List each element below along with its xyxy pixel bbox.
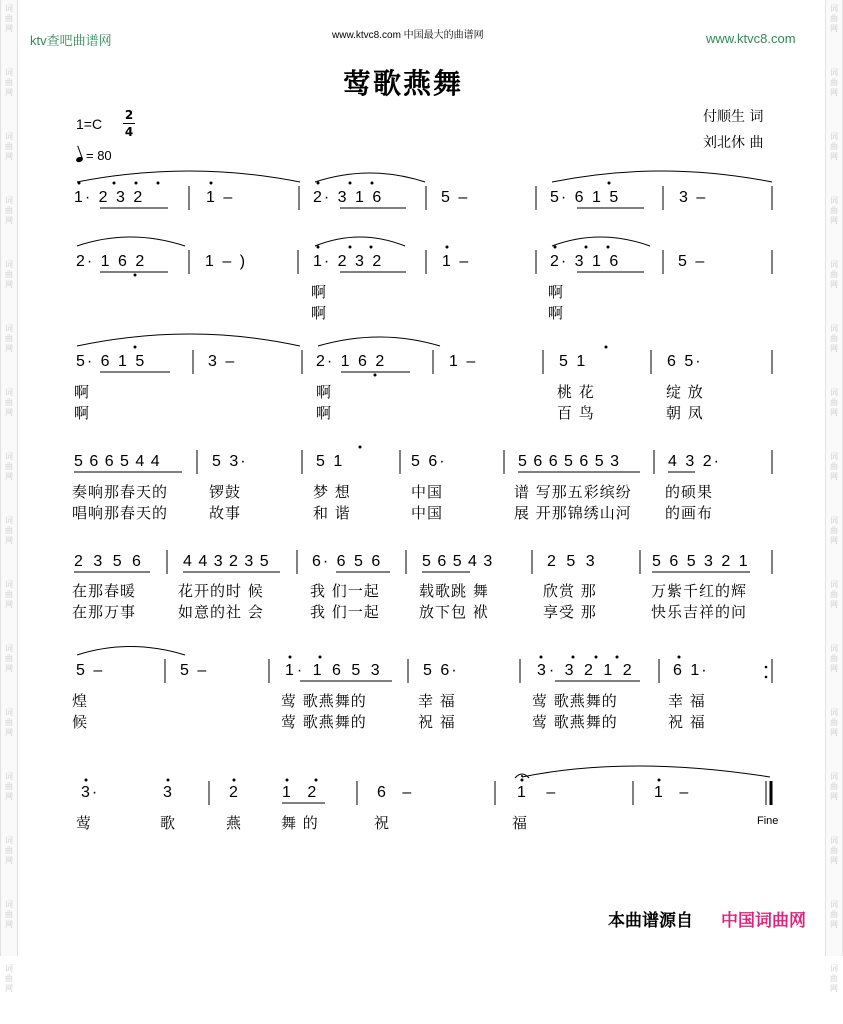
time-numerator: 2 [124, 108, 134, 122]
side-watermark-char: 词 [5, 900, 13, 909]
lyric: 莺 歌燕舞的 [281, 713, 367, 731]
side-watermark-char: 曲 [830, 846, 838, 855]
key-signature: 1=C [76, 116, 103, 132]
measure: 3 – [679, 189, 708, 206]
measure: 6 5· [667, 353, 703, 370]
side-watermark-char: 曲 [830, 590, 838, 599]
octave-dot [605, 346, 608, 349]
side-watermark-char: 曲 [5, 782, 13, 791]
measure: 5 1 [316, 453, 345, 470]
octave-dot [85, 779, 88, 782]
measure: 5 6· [423, 662, 459, 679]
lyricist: 付顺生 词 [703, 109, 764, 125]
octave-dot [167, 779, 170, 782]
lyric: 展 开那锦绣山河 [514, 504, 632, 522]
side-watermark-char: 曲 [5, 718, 13, 727]
side-watermark-block [826, 960, 842, 1024]
lyric: 舞 的 [281, 814, 319, 832]
measure: 5 – [441, 189, 470, 206]
side-watermark-char: 网 [830, 792, 838, 801]
octave-dot [317, 182, 320, 185]
octave-dot [607, 246, 610, 249]
measure: 2· 3 1 6 [550, 253, 621, 270]
lyric: 啊 [311, 304, 328, 322]
side-watermark-char: 网 [5, 344, 13, 353]
side-watermark-char: 词 [830, 580, 838, 589]
measure: 2· 3 1 6 [313, 189, 384, 206]
side-watermark-char: 词 [830, 772, 838, 781]
lyric: 我 们一起 [310, 603, 380, 621]
fermata-dot [521, 775, 523, 777]
side-watermark-char: 曲 [830, 718, 838, 727]
measure: 1· 1 6 5 3 [285, 662, 383, 679]
octave-dot [572, 656, 575, 659]
side-watermark-char: 曲 [5, 462, 13, 471]
lyric: 啊 [316, 383, 333, 401]
octave-dot [616, 656, 619, 659]
side-watermark-char: 网 [5, 216, 13, 225]
octave-dot [113, 182, 116, 185]
slur [552, 171, 772, 182]
repeat-dot [765, 676, 768, 679]
side-watermark-char: 词 [5, 772, 13, 781]
measure: 1 – [654, 784, 695, 801]
slur [315, 237, 405, 246]
measure: 2· 1 6 2 [76, 253, 147, 270]
measure: 5 1 [559, 353, 588, 370]
slur [315, 173, 425, 182]
side-watermark-char: 词 [830, 132, 838, 141]
lyric: 燕 [226, 814, 243, 832]
octave-dot [134, 346, 137, 349]
side-watermark-char: 词 [830, 964, 838, 973]
lyric: 锣鼓 [209, 483, 242, 501]
octave-dot [319, 656, 322, 659]
side-watermark-char: 曲 [830, 910, 838, 919]
side-watermark-char: 曲 [5, 142, 13, 151]
lyric: 如意的社 会 [178, 603, 264, 621]
side-watermark-char: 词 [5, 132, 13, 141]
header-left-site[interactable]: ktv查吧曲谱网 [30, 33, 112, 48]
side-watermark-char: 词 [5, 644, 13, 653]
side-watermark-char: 网 [830, 472, 838, 481]
low-octave-dot [134, 274, 137, 277]
side-watermark-char: 曲 [5, 590, 13, 599]
side-watermark-char: 词 [5, 4, 13, 13]
slur [522, 766, 770, 777]
measure: 5 – [678, 253, 707, 270]
side-watermark-char: 网 [830, 88, 838, 97]
side-watermark-char: 词 [830, 260, 838, 269]
lyric: 啊 [74, 383, 91, 401]
side-watermark-char: 曲 [830, 526, 838, 535]
side-watermark-char: 词 [5, 68, 13, 77]
measure: 2 5 3 [547, 553, 598, 570]
measure: 6· 6 5 6 [312, 553, 383, 570]
lyric: 啊 [316, 404, 333, 422]
lyric: 享受 那 [543, 603, 597, 621]
low-octave-dot [374, 374, 377, 377]
repeat-dot [765, 666, 768, 669]
side-watermark-char: 词 [5, 260, 13, 269]
lyric: 梦 想 [313, 483, 351, 501]
side-watermark-char: 曲 [830, 142, 838, 151]
lyric: 中国 [411, 483, 444, 501]
lyric: 绽 放 [666, 383, 704, 401]
side-watermark-char: 词 [830, 388, 838, 397]
side-watermark-char: 曲 [5, 846, 13, 855]
lyric: 唱响那春天的 [72, 504, 169, 522]
side-watermark-char: 网 [830, 728, 838, 737]
side-watermark-char: 词 [830, 452, 838, 461]
lyric: 放下包 袱 [419, 603, 489, 621]
side-watermark-char: 网 [5, 280, 13, 289]
side-watermark-char: 网 [5, 472, 13, 481]
side-watermark-char: 词 [5, 964, 13, 973]
side-watermark-char: 网 [830, 280, 838, 289]
side-watermark-char: 曲 [5, 270, 13, 279]
slur [77, 237, 185, 246]
side-watermark-char: 网 [5, 152, 13, 161]
side-watermark-char: 曲 [830, 270, 838, 279]
side-watermark-char: 词 [830, 708, 838, 717]
side-watermark-char: 网 [5, 24, 13, 33]
measure: 1 – [442, 253, 471, 270]
measure: 5 – [180, 662, 209, 679]
side-watermark-char: 曲 [830, 782, 838, 791]
measure: 1 – [449, 353, 478, 370]
side-watermark-char: 网 [830, 536, 838, 545]
side-watermark-char: 曲 [5, 78, 13, 87]
octave-dot [349, 182, 352, 185]
lyric: 我 们一起 [310, 582, 380, 600]
measure: 1 – ) [205, 253, 248, 270]
side-watermark-char: 网 [830, 24, 838, 33]
octave-dot [315, 779, 318, 782]
lyric: 幸 福 [418, 692, 456, 710]
song-title: 莺歌燕舞 [343, 67, 464, 100]
measure: 2 3 5 6 [74, 553, 144, 570]
measure: 3· [81, 784, 100, 801]
octave-dot [554, 246, 557, 249]
side-watermark-char: 曲 [830, 462, 838, 471]
octave-dot [78, 182, 81, 185]
lyric: 百 鸟 [557, 404, 595, 422]
octave-dot [349, 246, 352, 249]
measure: 1· 2 3 2 [74, 189, 145, 206]
side-watermark-char: 词 [830, 324, 838, 333]
slur [77, 171, 300, 182]
lyric: 桃 花 [557, 383, 595, 401]
side-watermark-char: 词 [830, 836, 838, 845]
octave-dot [678, 656, 681, 659]
measure: 4 3 2· [668, 453, 721, 470]
lyric: 啊 [548, 304, 565, 322]
side-watermark-char: 词 [830, 4, 838, 13]
measure: 3 – [208, 353, 237, 370]
source-label: 本曲谱源自 [608, 911, 693, 931]
side-watermark-char: 词 [830, 644, 838, 653]
octave-dot [370, 246, 373, 249]
source-site-link[interactable]: 中国词曲网 [721, 911, 806, 931]
side-watermark-char: 网 [5, 856, 13, 865]
measure: 5 6 5 4 3 [422, 553, 494, 570]
fine-marking: Fine [757, 815, 779, 827]
composer: 刘北休 曲 [703, 135, 764, 151]
side-watermark-char: 网 [830, 600, 838, 609]
measure: 1 – [206, 189, 235, 206]
octave-dot [540, 656, 543, 659]
measure: 1 – [517, 784, 564, 801]
tempo-value: = 80 [86, 148, 112, 163]
octave-dot [658, 779, 661, 782]
side-watermark-char: 网 [830, 984, 838, 993]
side-watermark-char: 曲 [5, 654, 13, 663]
header-right-site[interactable]: www.ktvc8.com [706, 31, 796, 46]
octave-dot [446, 246, 449, 249]
lyric: 在那万事 [72, 603, 137, 621]
lyric: 煌 [72, 692, 89, 710]
side-watermark-char: 词 [830, 196, 838, 205]
lyric: 啊 [74, 404, 91, 422]
side-watermark-char: 网 [830, 216, 838, 225]
lyric: 和 谐 [313, 504, 351, 522]
lyric: 万紫千红的辉 [651, 582, 748, 600]
measure: 5 6 5 3 2 1 [652, 553, 750, 570]
side-watermark-char: 词 [5, 196, 13, 205]
side-watermark-char: 曲 [830, 654, 838, 663]
lyric: 莺 歌燕舞的 [532, 692, 618, 710]
lyric: 快乐吉祥的问 [651, 603, 748, 621]
measure: 5 3· [212, 453, 248, 470]
side-watermark-char: 网 [5, 792, 13, 801]
side-watermark-char: 网 [5, 984, 13, 993]
lyric: 莺 [76, 814, 93, 832]
octave-dot [585, 246, 588, 249]
side-watermark-char: 词 [5, 836, 13, 845]
measure: 5 6 6 5 6 5 3 [518, 453, 620, 470]
side-watermark-char: 词 [5, 388, 13, 397]
side-watermark-char: 网 [5, 88, 13, 97]
slur [77, 334, 300, 346]
lyric: 的画布 [665, 504, 714, 522]
header-center-text: www.ktvc8.com 中国最大的曲谱网 [332, 30, 484, 41]
octave-dot [595, 656, 598, 659]
lyric: 欣赏 那 [543, 582, 597, 600]
slur [318, 337, 440, 346]
octave-dot [289, 656, 292, 659]
side-watermark-char: 词 [830, 900, 838, 909]
side-watermark-char: 曲 [830, 14, 838, 23]
side-watermark-char: 曲 [5, 14, 13, 23]
side-watermark-char: 曲 [830, 974, 838, 983]
lyric: 福 [512, 814, 529, 832]
lyric: 莺 歌燕舞的 [281, 692, 367, 710]
measure: 5 6· [411, 453, 447, 470]
measure: 3· 3 2 1 2 [537, 662, 635, 679]
lyric: 载歌跳 舞 [419, 582, 489, 600]
measure: 5 – [76, 662, 105, 679]
side-watermark-block [1, 960, 17, 1024]
lyric: 故事 [209, 504, 242, 522]
measure: 3 [163, 784, 174, 801]
side-watermark-char: 词 [830, 68, 838, 77]
side-watermark-char: 曲 [5, 398, 13, 407]
side-watermark-char: 网 [5, 600, 13, 609]
side-watermark-char: 词 [5, 708, 13, 717]
side-watermark-char: 曲 [5, 974, 13, 983]
side-watermark-char: 网 [830, 920, 838, 929]
side-watermark-char: 网 [5, 920, 13, 929]
measure: 6 – [377, 784, 418, 801]
measure: 5 6 6 5 4 4 [74, 453, 161, 470]
measure: 2· 1 6 2 [316, 353, 387, 370]
side-watermark-char: 网 [830, 152, 838, 161]
side-watermark-char: 曲 [5, 910, 13, 919]
side-watermark-char: 词 [5, 324, 13, 333]
octave-dot [359, 446, 362, 449]
side-watermark-char: 词 [830, 516, 838, 525]
measure: 5· 6 1 5 [76, 353, 147, 370]
lyric: 祝 福 [668, 713, 706, 731]
lyric: 谱 写那五彩缤纷 [514, 483, 632, 501]
octave-dot [286, 779, 289, 782]
slur [552, 237, 650, 246]
measure: 6 1· [673, 662, 709, 679]
side-watermark-char: 词 [5, 516, 13, 525]
lyric: 幸 福 [668, 692, 706, 710]
lyric: 在那春暖 [72, 582, 137, 600]
measure: 1· 2 3 2 [313, 253, 384, 270]
octave-dot [135, 182, 138, 185]
octave-dot [210, 182, 213, 185]
side-watermark-char: 曲 [830, 398, 838, 407]
lyric: 莺 歌燕舞的 [532, 713, 618, 731]
octave-dot [608, 182, 611, 185]
lyric: 啊 [548, 283, 565, 301]
side-watermark-char: 曲 [5, 206, 13, 215]
side-watermark-char: 网 [830, 856, 838, 865]
side-watermark-char: 词 [5, 452, 13, 461]
measure: 1 2 [282, 784, 323, 801]
side-watermark-char: 网 [5, 408, 13, 417]
slur [77, 647, 185, 656]
side-watermark-char: 曲 [830, 78, 838, 87]
side-watermark-char: 网 [830, 344, 838, 353]
octave-dot [521, 779, 524, 782]
lyric: 歌 [160, 814, 177, 832]
side-watermark-char: 网 [5, 728, 13, 737]
lyric: 候 [72, 713, 89, 731]
octave-dot [233, 779, 236, 782]
measure: 4 4 3 2 3 5 [183, 553, 270, 570]
side-watermark-char: 网 [5, 536, 13, 545]
side-watermark-char: 网 [830, 664, 838, 673]
lyric: 朝 凤 [666, 404, 704, 422]
lyric: 中国 [411, 504, 444, 522]
octave-dot [157, 182, 160, 185]
measure: 2 [229, 784, 240, 801]
octave-dot [317, 246, 320, 249]
lyric: 花开的时 候 [178, 582, 264, 600]
lyric: 的硕果 [665, 483, 714, 501]
lyric: 祝 [374, 814, 391, 832]
side-watermark-char: 词 [5, 580, 13, 589]
side-watermark-char: 曲 [5, 334, 13, 343]
side-watermark-char: 网 [830, 408, 838, 417]
side-watermark-char: 网 [5, 664, 13, 673]
side-watermark-char: 曲 [830, 334, 838, 343]
time-denominator: 4 [124, 125, 134, 139]
lyric: 奏响那春天的 [72, 483, 169, 501]
octave-dot [371, 182, 374, 185]
side-watermark-char: 曲 [5, 526, 13, 535]
measure: 5· 6 1 5 [550, 189, 621, 206]
lyric: 啊 [311, 283, 328, 301]
side-watermark-char: 曲 [830, 206, 838, 215]
lyric: 祝 福 [418, 713, 456, 731]
